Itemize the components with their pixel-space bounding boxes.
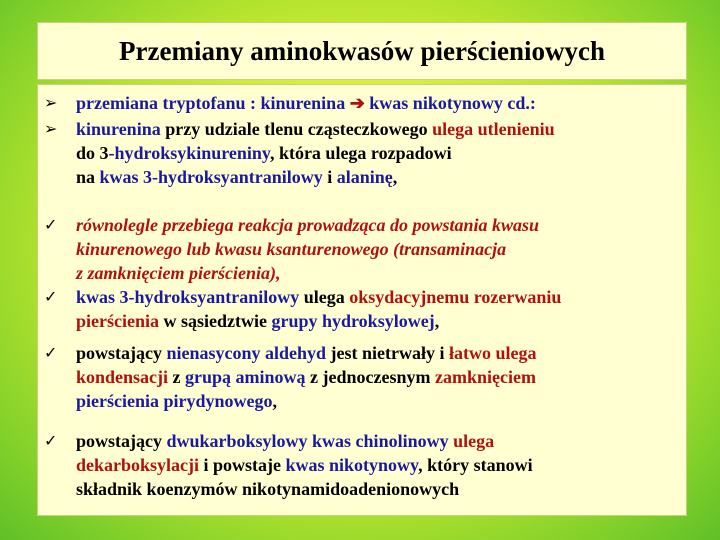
text-line bbox=[76, 261, 682, 285]
text-segment: przemiana tryptofanu : kinurenina bbox=[76, 93, 350, 113]
text-segment: ulega bbox=[299, 287, 350, 307]
text-line bbox=[76, 165, 682, 189]
text-segment: pierścienia pirydynowego bbox=[76, 391, 273, 411]
item-text bbox=[76, 91, 682, 115]
text-segment: z bbox=[168, 367, 186, 387]
text-segment: na bbox=[76, 167, 100, 187]
text-line bbox=[76, 429, 682, 453]
text-segment: i powstaje bbox=[199, 455, 286, 475]
text-segment: równolegle przebiega reakcja prowadząca do powstania kwasu bbox=[76, 215, 540, 235]
text-line bbox=[76, 341, 682, 365]
text-line bbox=[76, 309, 682, 333]
text-line bbox=[76, 237, 682, 261]
text-segment: grupą aminową bbox=[185, 367, 306, 387]
text-segment: -hydroksyantranilowy bbox=[128, 287, 300, 307]
text-line bbox=[76, 365, 682, 389]
checkmark-bullet-icon: ✓ bbox=[44, 431, 58, 450]
text-segment: , bbox=[272, 391, 277, 411]
list-item bbox=[44, 341, 682, 413]
text-segment: dwukarboksylowy kwas chinolinowy bbox=[166, 431, 449, 451]
content-box bbox=[37, 84, 687, 516]
text-segment: kinurenowego lub kwasu ksanturenowego (transaminacja bbox=[76, 239, 507, 259]
text-segment: kwas nikotynowy cd.: bbox=[364, 93, 536, 113]
text-segment: kondensacji bbox=[76, 367, 169, 387]
text-segment: oksydacyjnemu rozerwaniu bbox=[349, 287, 562, 307]
text-line bbox=[76, 453, 682, 477]
text-segment: , bbox=[392, 167, 398, 187]
list-item bbox=[44, 91, 682, 115]
arrow-bullet-icon: ➢ bbox=[44, 119, 58, 138]
text-segment: , bbox=[434, 311, 440, 331]
text-line bbox=[76, 213, 682, 237]
text-line bbox=[76, 477, 682, 501]
text-segment: powstający bbox=[76, 343, 167, 363]
item-text bbox=[76, 285, 682, 333]
title-box bbox=[37, 22, 687, 80]
text-segment: kwas 3 bbox=[76, 287, 129, 307]
text-segment: -hydroksyantranilowy bbox=[152, 167, 323, 187]
list-item bbox=[44, 117, 682, 189]
checkmark-bullet-icon: ✓ bbox=[44, 343, 58, 362]
text-segment: ulega bbox=[453, 431, 495, 451]
text-segment: jest nietrwały i bbox=[326, 343, 450, 363]
text-segment: kinurenina bbox=[76, 119, 161, 139]
text-segment: i bbox=[322, 167, 337, 187]
text-segment: składnik koenzymów nikotynamidoadenionowych bbox=[76, 479, 460, 499]
text-segment: w sąsiedztwie bbox=[159, 311, 272, 331]
text-line bbox=[76, 117, 682, 141]
text-segment: łatwo ulega bbox=[449, 343, 537, 363]
item-text bbox=[76, 117, 682, 189]
text-segment: z zamknięciem pierścienia), bbox=[76, 263, 281, 283]
text-segment: kwas nikotynowy bbox=[285, 455, 419, 475]
text-segment: zamknięciem bbox=[435, 367, 536, 387]
item-text bbox=[76, 341, 682, 413]
text-segment: pierścienia bbox=[76, 311, 159, 331]
item-text bbox=[76, 429, 682, 501]
text-segment: do 3 bbox=[76, 143, 109, 163]
text-line bbox=[76, 285, 682, 309]
text-line bbox=[76, 141, 682, 165]
text-segment: nienasycony aldehyd bbox=[166, 343, 327, 363]
text-segment: ulega utlenieniu bbox=[432, 119, 555, 139]
text-segment: powstający bbox=[76, 431, 167, 451]
text-segment: z jednoczesnym bbox=[305, 367, 436, 387]
text-segment: ➔ bbox=[349, 93, 365, 113]
text-segment: alaninę bbox=[336, 167, 393, 187]
text-segment: , która ulega rozpadowi bbox=[269, 143, 452, 163]
text-segment: kwas 3 bbox=[99, 167, 153, 187]
checkmark-bullet-icon: ✓ bbox=[44, 215, 58, 234]
text-line bbox=[76, 389, 682, 413]
checkmark-bullet-icon: ✓ bbox=[44, 287, 58, 306]
text-segment: grupy hydroksylowej bbox=[271, 311, 435, 331]
item-text bbox=[76, 213, 682, 285]
text-segment: dekarboksylacji bbox=[76, 455, 200, 475]
list-item bbox=[44, 285, 682, 333]
arrow-bullet-icon: ➢ bbox=[44, 93, 58, 112]
list-item bbox=[44, 213, 682, 285]
text-line bbox=[76, 91, 682, 115]
text-segment: -hydroksykinureniny bbox=[108, 143, 270, 163]
text-segment: , który stanowi bbox=[418, 455, 533, 475]
text-segment: przy udziale tlenu cząsteczkowego bbox=[160, 119, 433, 139]
list-item bbox=[44, 429, 682, 501]
slide-title: Przemiany aminokwasów pierścieniowych bbox=[119, 35, 605, 66]
